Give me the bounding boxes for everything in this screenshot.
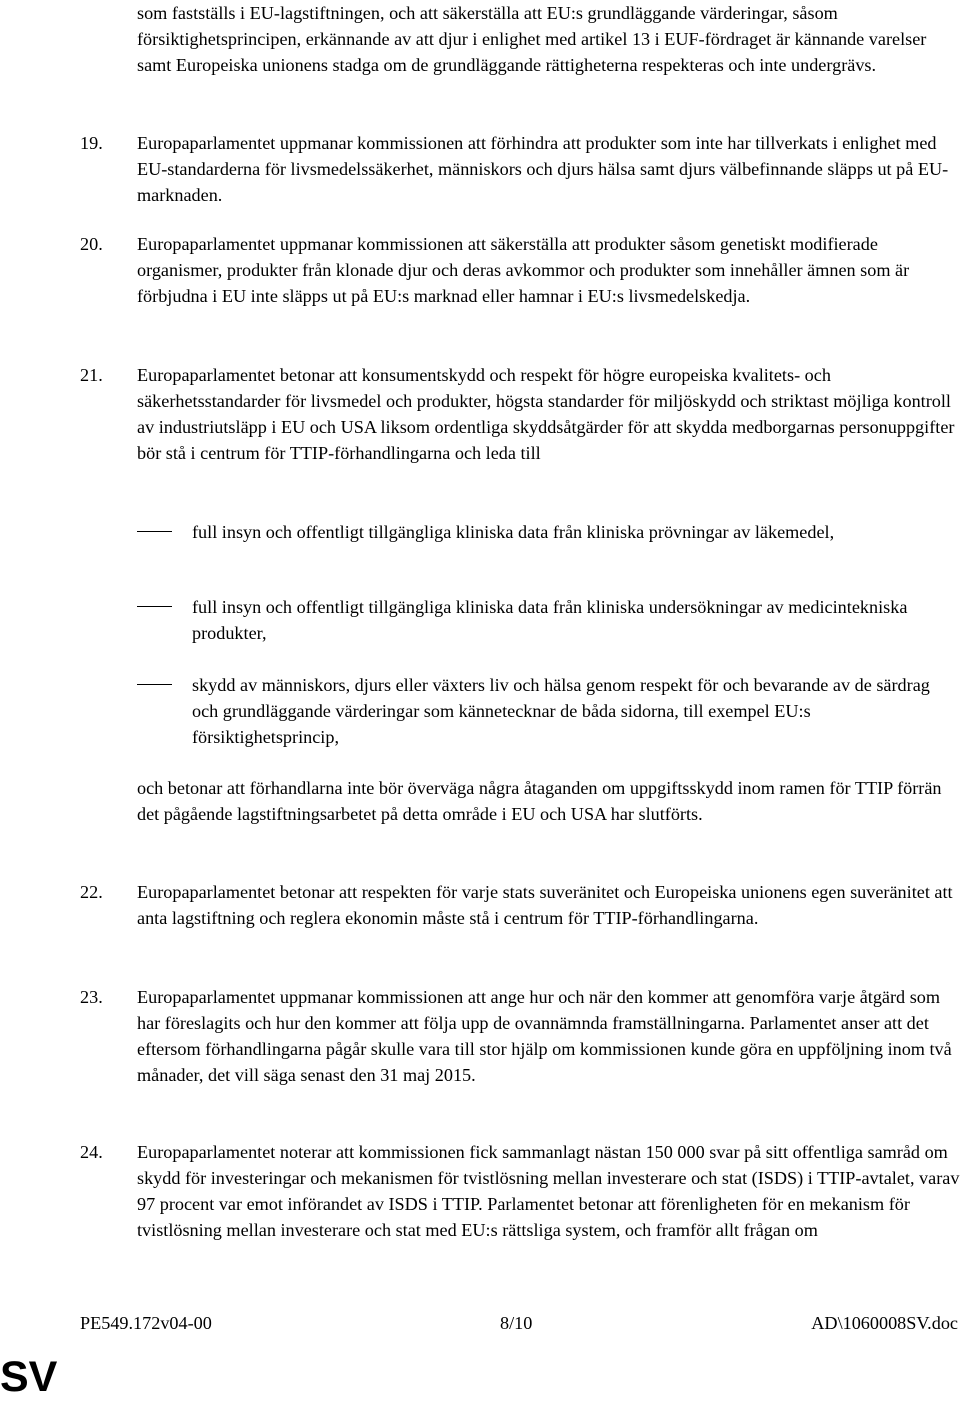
paragraph-text: Europaparlamentet betonar att konsumentskydd och respekt för högre europeiska kvalitets- och säkerhetsstandarder för livsmedel och produkter, högsta standarder för miljöskydd och striktast möjliga kontroll av industriutsläpp i EU och USA liksom ordentliga skyddsåtgärder för att skydda medborgarnas personuppgifter bör stå i centrum för TTIP-förhandlingarna och leda till xyxy=(137,365,955,463)
dash-bullet xyxy=(137,684,172,685)
paragraph-number: 22. xyxy=(80,882,103,902)
paragraph-19 xyxy=(80,130,960,208)
continuation-paragraph: som fastställs i EU-lagstiftningen, och att säkerställa att EU:s grundläggande värderingar, såsom försiktighetsprincipen, erkännande av att djur i enlighet med artikel 13 i EUF-fördraget är kännande varelser samt Europeiska unionens stadga om de grundläggande rättigheterna respekteras och inte undergrävs. xyxy=(137,3,927,75)
language-code: SV xyxy=(0,1353,58,1401)
paragraph-number: 21. xyxy=(80,365,103,385)
paragraph-text: Europaparlamentet uppmanar kommissionen att säkerställa att produkter såsom genetiskt modifierade organismer, produkter från klonade djur och deras avkommor och produkter som innehåller ämnen som är förbjudna i EU inte släpps ut på EU:s marknad eller hamnar i EU:s livsmedelskedja. xyxy=(137,234,910,306)
document-filename: AD\1060008SV.doc xyxy=(811,1313,958,1333)
paragraph-text: Europaparlamentet betonar att respekten för varje stats suveränitet och Europeiska unionens egen suveränitet att anta lagstiftning och reglera ekonomin måste stå i centrum för TTIP-förhandlingarna. xyxy=(137,882,953,928)
list-item xyxy=(137,594,960,646)
paragraph-24 xyxy=(80,1139,960,1243)
paragraph-text: Europaparlamentet uppmanar kommissionen att förhindra att produkter som inte har tillverkats i enlighet med EU-standarderna för livsmedelssäkerhet, människors och djurs hälsa samt djurs välbefinnande släpps ut på EU-marknaden. xyxy=(137,133,949,205)
dash-bullet xyxy=(137,531,172,532)
list-item-text: full insyn och offentligt tillgängliga kliniska data från kliniska prövningar av läkemedel, xyxy=(192,522,835,542)
paragraph-number: 19. xyxy=(80,133,103,153)
paragraph-number: 23. xyxy=(80,987,103,1007)
document-reference: PE549.172v04-00 xyxy=(80,1313,212,1333)
paragraph-number: 20. xyxy=(80,234,103,254)
paragraph-22 xyxy=(80,879,960,931)
paragraph-23 xyxy=(80,984,960,1088)
dash-bullet xyxy=(137,606,172,607)
list-item-text: full insyn och offentligt tillgängliga kliniska data från kliniska undersökningar av medicintekniska produkter, xyxy=(192,597,908,643)
paragraph-number: 24. xyxy=(80,1142,103,1162)
paragraph-text: Europaparlamentet noterar att kommissionen fick sammanlagt nästan 150 000 svar på sitt offentliga samråd om skydd för investeringar och mekanismen för tvistlösning mellan investerare och stat (ISDS) i TTIP-avtalet, varav 97 procent var emot införandet av ISDS i TTIP. Parlamentet betonar att förenligheten för en mekanism för tvistlösning mellan investerare och stat med EU:s rättsliga system, och framför allt frågan om xyxy=(137,1142,960,1240)
paragraph-21 xyxy=(80,362,960,466)
page-footer xyxy=(0,1310,960,1336)
list-item xyxy=(137,519,960,545)
page-number: 8/10 xyxy=(500,1313,533,1333)
list-item xyxy=(137,672,960,750)
list-item-text: skydd av människors, djurs eller växters liv och hälsa genom respekt för och bevarande av de särdrag och grundläggande värderingar som kännetecknar de båda sidorna, till exempel EU:s försiktighetsprincip, xyxy=(192,675,930,747)
paragraph-21-closing: och betonar att förhandlarna inte bör överväga några åtaganden om uppgiftsskydd inom ramen för TTIP förrän det pågående lagstiftningsarbetet på detta område i EU och USA har slutförts. xyxy=(137,778,942,824)
paragraph-text: Europaparlamentet uppmanar kommissionen att ange hur och när den kommer att genomföra varje åtgärd som har föreslagits och hur den kommer att följa upp de ovannämnda framställningarna. Parlamentet anser att det eftersom förhandlingarna pågår skulle vara till stor hjälp om kommissionen kunde göra en uppföljning inom två månader, det vill säga senast den 31 maj 2015. xyxy=(137,987,952,1085)
paragraph-20 xyxy=(80,231,960,309)
